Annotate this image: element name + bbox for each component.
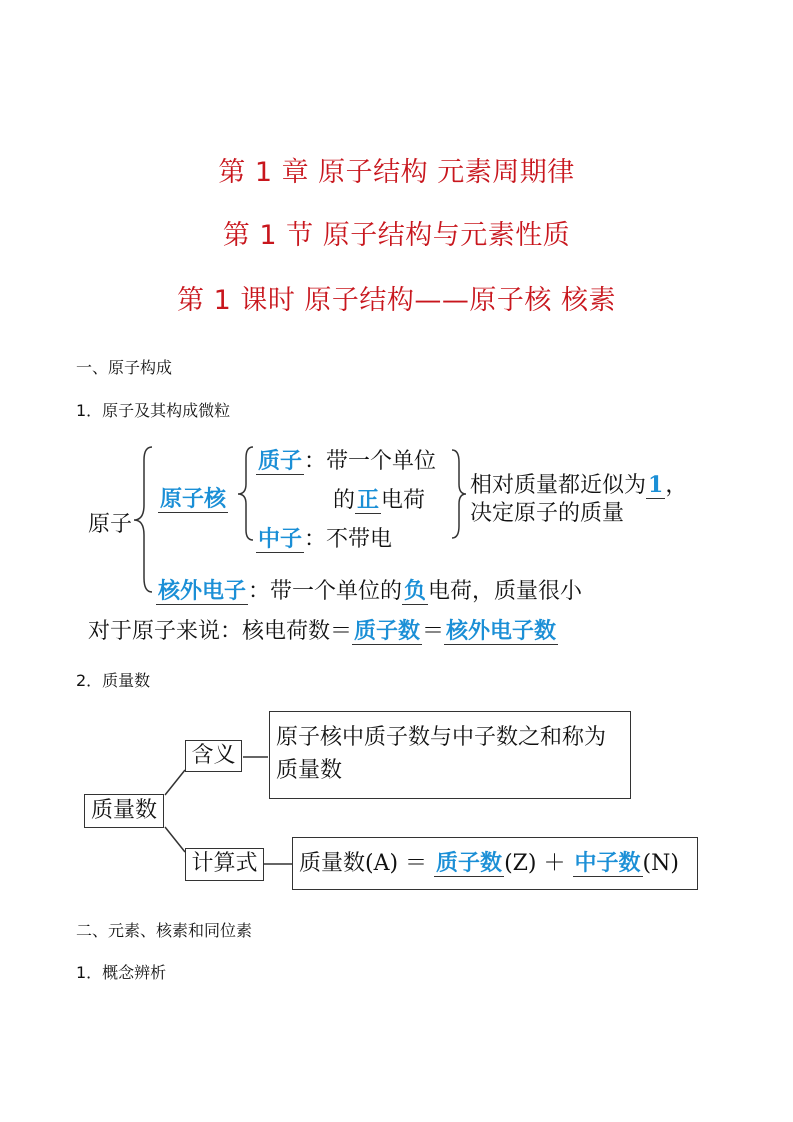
part2-heading: 二、元素、核素和同位素 bbox=[76, 921, 253, 940]
formula-post: (N) bbox=[642, 851, 679, 876]
electron-label: 核外电子 bbox=[158, 578, 247, 604]
chapter-title: 第 1 章 原子结构 元素周期律 bbox=[218, 157, 575, 188]
mass-note-line-2: 决定原子的质量 bbox=[470, 501, 625, 526]
nucleus-label: 原子核 bbox=[160, 486, 227, 512]
mass-note-line-1 bbox=[470, 468, 687, 499]
formula-label: 计算式 bbox=[185, 848, 264, 881]
electron-line bbox=[156, 574, 582, 605]
formula-box bbox=[292, 837, 698, 890]
proton-line-1 bbox=[256, 444, 436, 475]
meaning-box bbox=[269, 711, 631, 799]
electron-desc-2: 电荷，质量很小 bbox=[428, 579, 583, 604]
mass-note-1: 相对质量都近似为 bbox=[470, 473, 647, 498]
section-title: 第 1 节 原子结构与元素性质 bbox=[222, 220, 571, 251]
proton-charge: 正 bbox=[357, 487, 380, 513]
proton-desc-1: ：带一个单位 bbox=[304, 449, 437, 474]
mass-value: 1 bbox=[648, 472, 664, 498]
neutron-desc: ：不带电 bbox=[304, 527, 393, 552]
mass-number-root: 质量数 bbox=[84, 794, 164, 828]
formula-mid: (Z) ＋ bbox=[504, 851, 573, 876]
part1-heading: 一、原子构成 bbox=[76, 358, 173, 377]
atom-equation bbox=[88, 614, 558, 645]
equation-pre: 对于原子来说：核电荷数＝ bbox=[88, 619, 353, 644]
proton-label: 质子 bbox=[258, 448, 303, 474]
equation-electron-count: 核外电子数 bbox=[446, 618, 557, 644]
part1-sub2: 2．质量数 bbox=[76, 671, 151, 690]
meaning-text-2: 质量数 bbox=[276, 758, 343, 783]
atom-label: 原子 bbox=[88, 512, 133, 537]
electron-charge: 负 bbox=[404, 578, 427, 604]
part2-sub1: 1．概念辨析 bbox=[76, 963, 167, 982]
formula-pre: 质量数(A) ＝ bbox=[299, 851, 435, 876]
formula-proton-count: 质子数 bbox=[436, 850, 503, 876]
equation-proton-count: 质子数 bbox=[354, 618, 421, 644]
electron-desc-1: ：带一个单位的 bbox=[248, 579, 403, 604]
meaning-label: 含义 bbox=[185, 740, 242, 772]
proton-line-2 bbox=[333, 483, 425, 514]
proton-desc-2-post: 电荷 bbox=[381, 488, 426, 513]
formula-neutron-count: 中子数 bbox=[574, 850, 641, 876]
neutron-line bbox=[256, 522, 392, 553]
part1-sub1: 1．原子及其构成微粒 bbox=[76, 401, 231, 420]
proton-desc-2-pre: 的 bbox=[333, 488, 356, 513]
neutron-label: 中子 bbox=[258, 526, 303, 552]
meaning-text-1: 原子核中质子数与中子数之和称为 bbox=[276, 725, 607, 750]
lesson-title: 第 1 课时 原子结构——原子核 核素 bbox=[176, 285, 616, 316]
equation-eq: ＝ bbox=[422, 619, 445, 644]
mass-note-punct: ， bbox=[665, 473, 688, 498]
